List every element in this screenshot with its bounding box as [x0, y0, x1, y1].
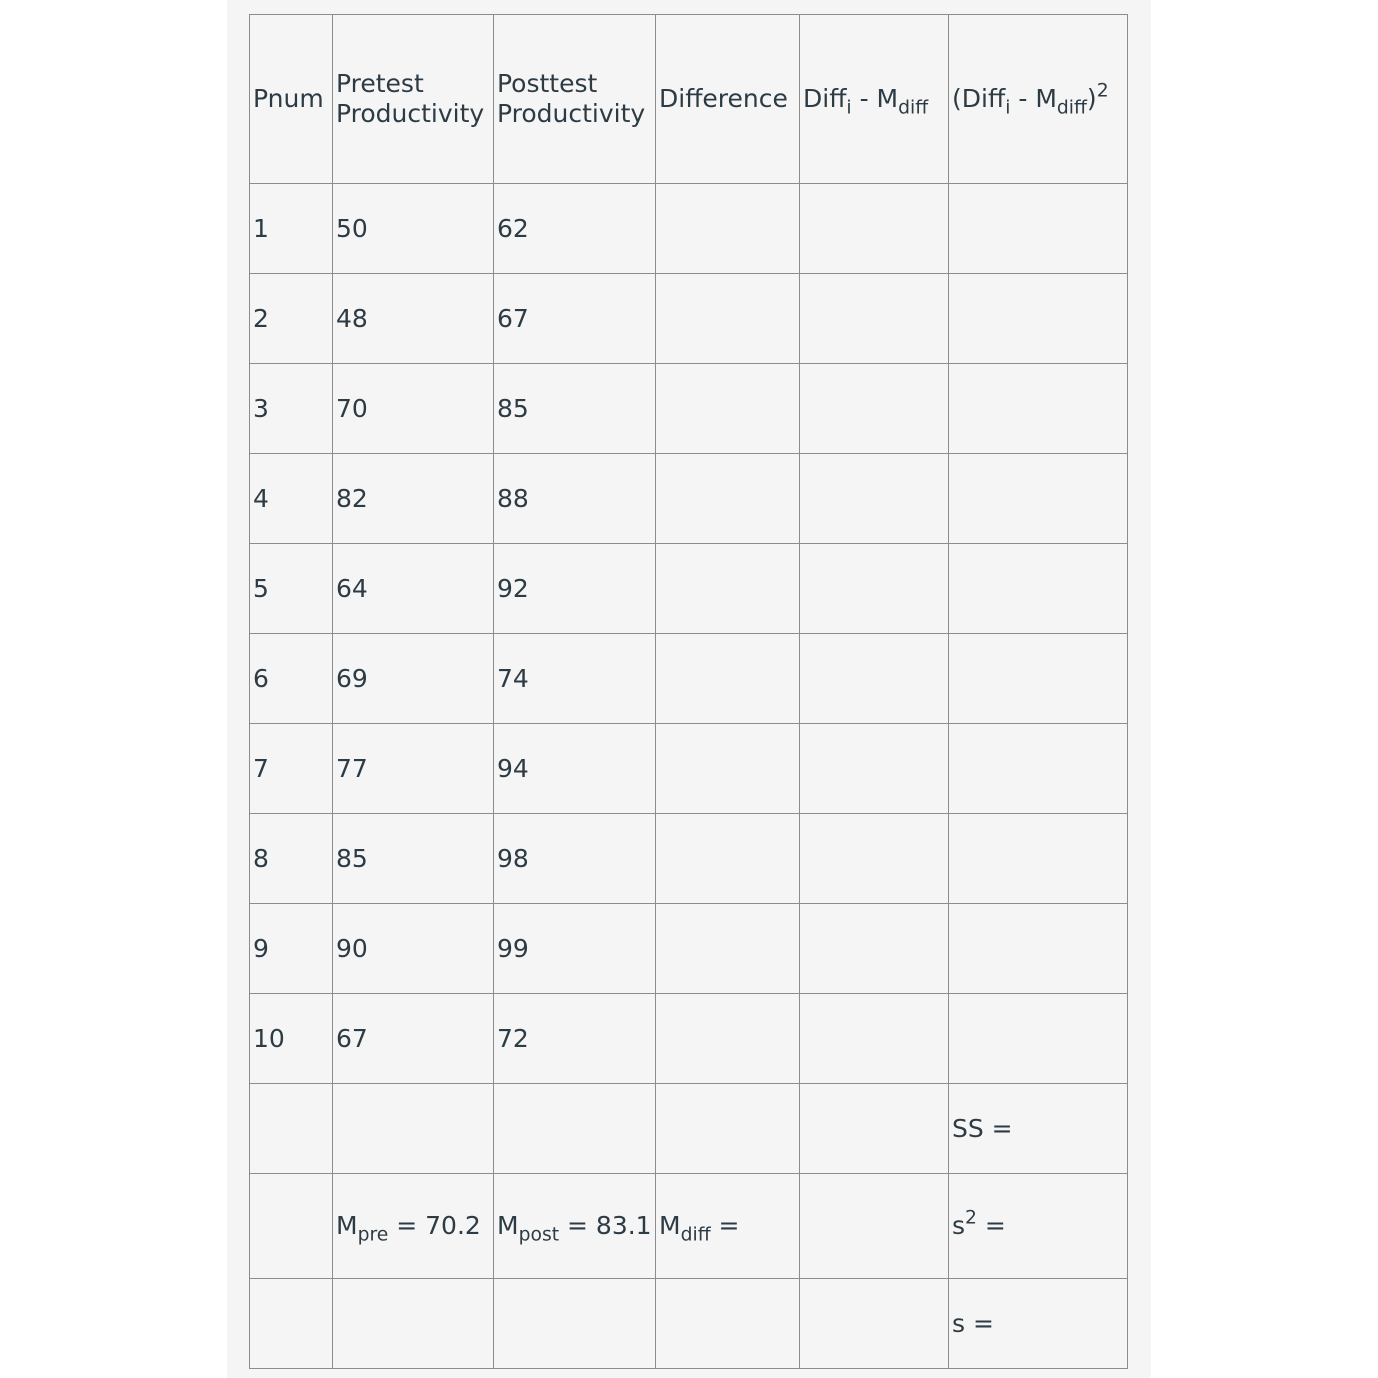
table-row [250, 454, 1128, 544]
empty-cell [494, 1279, 656, 1369]
pnum-cell: 10 [250, 994, 333, 1084]
difference-cell[interactable] [656, 814, 800, 904]
table-row [250, 634, 1128, 724]
pnum-cell: 7 [250, 724, 333, 814]
standard-deviation-label: s = [949, 1279, 1128, 1369]
table-row [250, 814, 1128, 904]
pretest-cell: 82 [333, 454, 494, 544]
sum-of-squares-row [250, 1084, 1128, 1174]
deviation-cell[interactable] [800, 634, 949, 724]
header-posttest-productivity: Posttest Productivity [494, 15, 656, 184]
posttest-cell: 67 [494, 274, 656, 364]
pretest-cell: 85 [333, 814, 494, 904]
empty-cell [333, 1279, 494, 1369]
pretest-cell: 77 [333, 724, 494, 814]
table-row [250, 904, 1128, 994]
empty-cell [656, 1084, 800, 1174]
posttest-mean: $M_{post} = 83.1$ [494, 1174, 656, 1279]
deviation-cell[interactable] [800, 724, 949, 814]
squared-deviation-cell[interactable] [949, 904, 1128, 994]
sum-of-squares-label: SS = [949, 1084, 1128, 1174]
table-row [250, 274, 1128, 364]
posttest-cell: 99 [494, 904, 656, 994]
empty-cell [250, 1174, 333, 1279]
empty-cell [250, 1084, 333, 1174]
empty-cell [250, 1279, 333, 1369]
difference-mean[interactable]: $M_{diff}$ = [656, 1174, 800, 1279]
posttest-cell: 92 [494, 544, 656, 634]
table-row [250, 544, 1128, 634]
pretest-cell: 50 [333, 184, 494, 274]
posttest-cell: 74 [494, 634, 656, 724]
header-row [250, 15, 1128, 184]
empty-cell [494, 1084, 656, 1174]
deviation-cell[interactable] [800, 904, 949, 994]
pretest-cell: 90 [333, 904, 494, 994]
deviation-cell[interactable] [800, 454, 949, 544]
squared-deviation-cell[interactable] [949, 814, 1128, 904]
standard-deviation-row [250, 1279, 1128, 1369]
difference-cell[interactable] [656, 994, 800, 1084]
difference-cell[interactable] [656, 544, 800, 634]
deviation-cell[interactable] [800, 274, 949, 364]
difference-scores-table [249, 14, 1128, 1369]
deviation-cell[interactable] [800, 544, 949, 634]
pnum-cell: 9 [250, 904, 333, 994]
empty-cell [800, 1084, 949, 1174]
deviation-cell[interactable] [800, 364, 949, 454]
table-row [250, 994, 1128, 1084]
posttest-cell: 88 [494, 454, 656, 544]
empty-cell [656, 1279, 800, 1369]
pnum-cell: 1 [250, 184, 333, 274]
variance-label: $s^2$ = [949, 1174, 1128, 1279]
table-row [250, 724, 1128, 814]
posttest-cell: 94 [494, 724, 656, 814]
squared-deviation-cell[interactable] [949, 724, 1128, 814]
header-deviation: Diff$_i$ - $M_{diff}$ [800, 15, 949, 184]
deviation-cell[interactable] [800, 814, 949, 904]
squared-deviation-cell[interactable] [949, 634, 1128, 724]
posttest-cell: 98 [494, 814, 656, 904]
pretest-cell: 67 [333, 994, 494, 1084]
header-difference: Difference [656, 15, 800, 184]
pnum-cell: 4 [250, 454, 333, 544]
pretest-cell: 48 [333, 274, 494, 364]
pnum-cell: 3 [250, 364, 333, 454]
deviation-cell[interactable] [800, 994, 949, 1084]
table-row [250, 184, 1128, 274]
difference-cell[interactable] [656, 634, 800, 724]
header-pnum: Pnum [250, 15, 333, 184]
difference-cell[interactable] [656, 724, 800, 814]
posttest-cell: 62 [494, 184, 656, 274]
pnum-cell: 8 [250, 814, 333, 904]
pretest-mean: $M_{pre} = 70.2$ [333, 1174, 494, 1279]
difference-cell[interactable] [656, 274, 800, 364]
means-row [250, 1174, 1128, 1279]
difference-cell[interactable] [656, 364, 800, 454]
pretest-cell: 64 [333, 544, 494, 634]
empty-cell [800, 1279, 949, 1369]
squared-deviation-cell[interactable] [949, 994, 1128, 1084]
squared-deviation-cell[interactable] [949, 454, 1128, 544]
difference-cell[interactable] [656, 904, 800, 994]
difference-cell[interactable] [656, 454, 800, 544]
pnum-cell: 6 [250, 634, 333, 724]
empty-cell [333, 1084, 494, 1174]
pnum-cell: 5 [250, 544, 333, 634]
squared-deviation-cell[interactable] [949, 364, 1128, 454]
deviation-cell[interactable] [800, 184, 949, 274]
pnum-cell: 2 [250, 274, 333, 364]
pretest-cell: 70 [333, 364, 494, 454]
squared-deviation-cell[interactable] [949, 274, 1128, 364]
squared-deviation-cell[interactable] [949, 544, 1128, 634]
posttest-cell: 72 [494, 994, 656, 1084]
header-squared-deviation: (Diff$_i$ - $M_{diff})^2$ [949, 15, 1128, 184]
pretest-cell: 69 [333, 634, 494, 724]
squared-deviation-cell[interactable] [949, 184, 1128, 274]
difference-cell[interactable] [656, 184, 800, 274]
posttest-cell: 85 [494, 364, 656, 454]
header-pretest-productivity: Pretest Productivity [333, 15, 494, 184]
empty-cell [800, 1174, 949, 1279]
table-row [250, 364, 1128, 454]
